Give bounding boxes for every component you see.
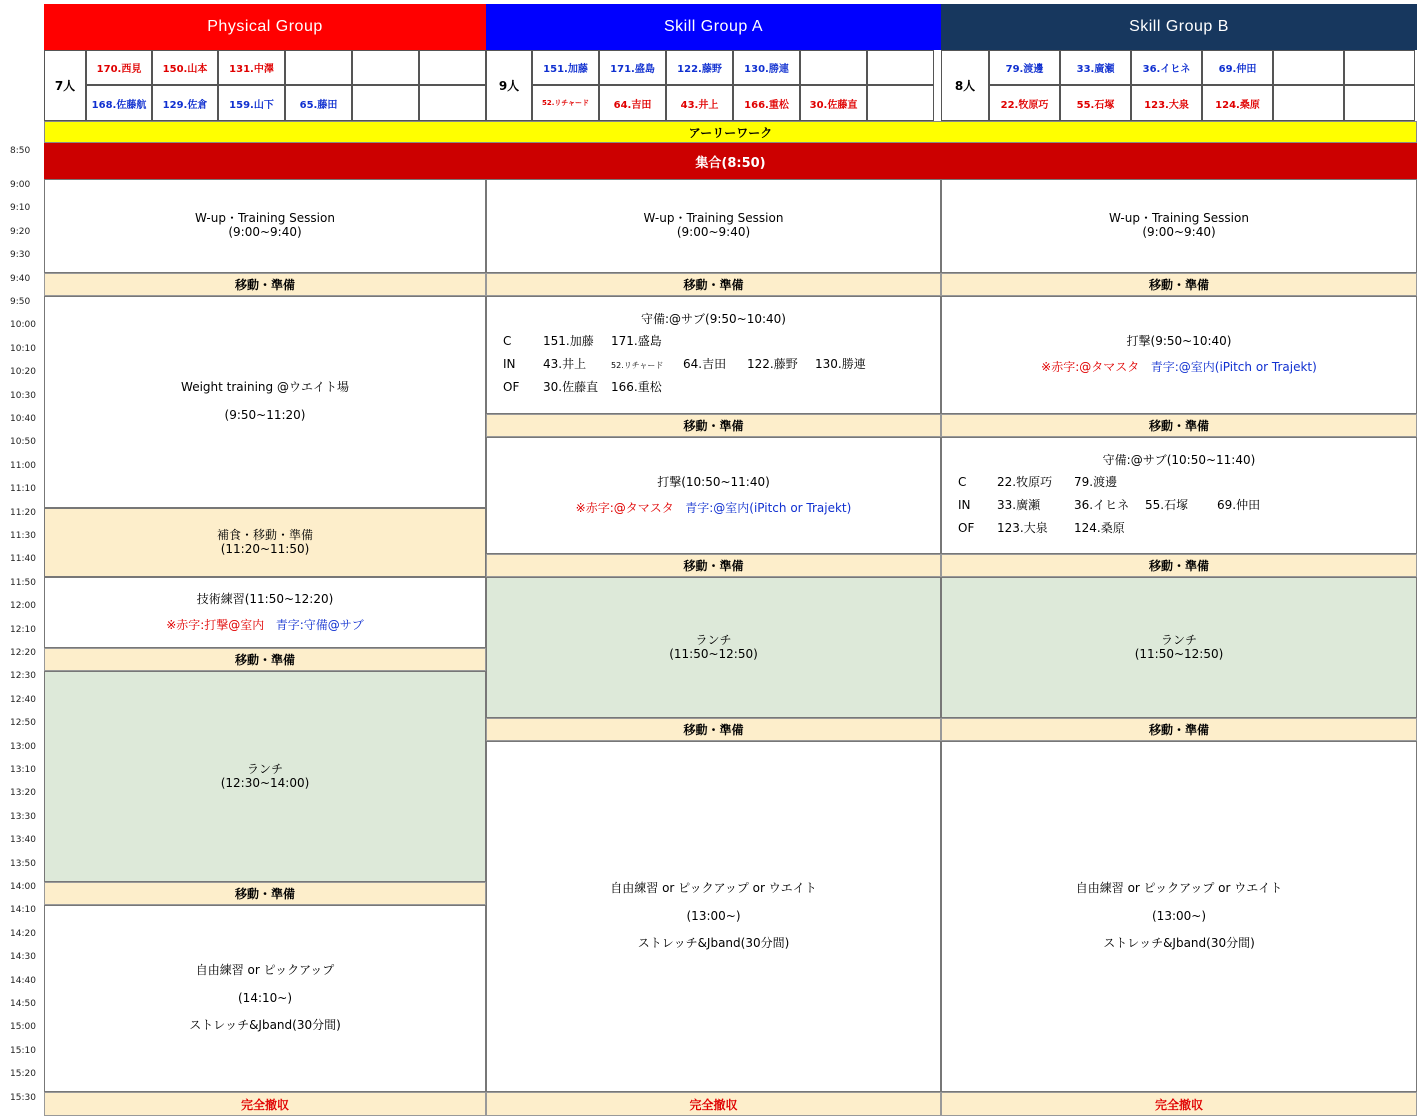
skilla-prep-1: [486, 273, 941, 296]
skilla-end: [486, 1092, 941, 1116]
skilla-warmup: [486, 179, 941, 273]
lunch-title: ランチ: [695, 632, 732, 647]
tech-note-blue: 青字:守備@サブ: [275, 617, 364, 632]
roster-player: 123.大泉: [1131, 85, 1202, 121]
defense-player: 33.廣瀬: [997, 497, 1041, 512]
roster-player: [419, 85, 486, 121]
roster-player: [1273, 85, 1344, 121]
position-label: IN: [958, 497, 971, 512]
time-label: 9:50: [10, 297, 31, 307]
time-label: 11:50: [10, 577, 36, 588]
roster-player: 64.吉田: [599, 85, 666, 121]
free-title: 自由練習 or ピックアップ: [195, 962, 335, 977]
physical-prep-3: [44, 882, 486, 905]
time-label: 12:50: [10, 718, 36, 729]
physical-prep-2: [44, 648, 486, 671]
roster-player: [867, 50, 934, 85]
roster-player: [352, 50, 419, 85]
defense-player: 122.藤野: [747, 356, 798, 371]
time-label: 11:20: [10, 507, 36, 518]
time-label: 9:20: [10, 226, 31, 237]
time-label: 13:30: [10, 811, 36, 822]
group-title: Physical Group: [207, 18, 323, 35]
skillb-prep-1: [941, 273, 1417, 296]
free-time: (13:00~): [686, 908, 741, 923]
prep-label: 移動・準備: [683, 419, 744, 433]
roster-player: 33.廣瀬: [1060, 50, 1131, 85]
time-label: 15:00: [10, 1022, 36, 1033]
skilla-free: [486, 741, 941, 1092]
defense-player: 123.大泉: [997, 520, 1048, 535]
time-label: 10:50: [10, 437, 36, 448]
roster-player: 159.山下: [218, 85, 285, 121]
header-physical: [44, 4, 486, 50]
batting-title: 打撃(9:50~10:40): [1126, 334, 1232, 349]
group-count: 7人: [44, 50, 86, 121]
warmup-title: W-up・Training Session: [1109, 211, 1249, 226]
time-label: 15:30: [10, 1092, 36, 1103]
defense-player: 55.石塚: [1145, 497, 1189, 512]
prep-label: 移動・準備: [234, 278, 295, 292]
free-stretch: ストレッチ&Jband(30分間): [637, 936, 790, 951]
time-label: 14:40: [10, 975, 36, 986]
roster-player: [800, 50, 867, 85]
group-title: Skill Group A: [664, 18, 763, 35]
early-work-bar: [44, 121, 1417, 143]
defense-player: 166.重松: [611, 379, 662, 394]
skillb-defense: [941, 437, 1417, 554]
time-label: 11:00: [10, 460, 36, 471]
weight-time: (9:50~11:20): [224, 408, 306, 422]
tech-note-prefix: ※: [166, 617, 177, 632]
time-label: 12:00: [10, 601, 36, 612]
physical-lunch: [44, 671, 486, 882]
end-label: 完全撤収: [1154, 1097, 1203, 1112]
roster-player: 170.西見: [86, 50, 152, 85]
skillb-end: [941, 1092, 1417, 1116]
roster-player: 130.勝連: [733, 50, 800, 85]
snack-title: 補食・移動・準備: [216, 527, 313, 542]
batting-note-prefix: ※: [575, 500, 586, 515]
skillb-free: [941, 741, 1417, 1092]
lunch-time: (11:50~12:50): [1134, 646, 1224, 661]
warmup-time: (9:00~9:40): [1142, 225, 1216, 239]
group-count: 8人: [941, 50, 989, 121]
prep-label: 移動・準備: [1148, 278, 1209, 292]
position-label: IN: [503, 356, 516, 371]
lunch-time: (11:50~12:50): [669, 646, 758, 661]
assembly-label: 集合(8:50): [695, 155, 766, 171]
time-label: 13:00: [10, 741, 36, 752]
physical-free: [44, 905, 486, 1092]
time-label: 14:20: [10, 928, 36, 939]
free-title: 自由練習 or ピックアップ or ウエイト: [1075, 880, 1283, 895]
tech-title: 技術練習(11:50~12:20): [196, 591, 334, 606]
position-label: C: [503, 333, 512, 348]
lunch-title: ランチ: [246, 761, 283, 776]
snack-time: (11:20~11:50): [220, 541, 310, 556]
prep-label: 移動・準備: [234, 653, 295, 667]
time-label: 13:50: [10, 858, 36, 869]
batting-note-blue: 青字:@室内(iPitch or Trajekt): [685, 500, 852, 515]
time-label: 9:40: [10, 273, 31, 284]
prep-label: 移動・準備: [1148, 723, 1209, 737]
prep-label: 移動・準備: [1148, 419, 1209, 433]
defense-player: 43.井上: [543, 356, 587, 371]
defense-title: 守備:@サブ(10:50~11:40): [1102, 453, 1256, 467]
defense-roster: [487, 335, 940, 405]
roster-player: 65.藤田: [285, 85, 352, 121]
roster-player: 166.重松: [733, 85, 800, 121]
defense-player: 124.桑原: [1074, 520, 1125, 535]
roster-player: 168.佐藤航: [86, 85, 152, 121]
time-label: 12:30: [10, 671, 36, 682]
time-label: 10:10: [10, 343, 36, 354]
time-label: 11:40: [10, 554, 36, 565]
group-count: 9人: [486, 50, 532, 121]
position-label: OF: [958, 520, 975, 535]
group-title: Skill Group B: [1129, 18, 1229, 35]
defense-player: 69.仲田: [1217, 497, 1261, 512]
roster-player: 22.牧原巧: [989, 85, 1060, 121]
warmup-time: (9:00~9:40): [676, 225, 751, 239]
roster-player: [867, 85, 934, 121]
roster-player: 122.藤野: [666, 50, 733, 85]
free-stretch: ストレッチ&Jband(30分間): [189, 1018, 341, 1033]
time-label: 9:00: [10, 180, 31, 190]
time-label: 10:00: [10, 320, 36, 331]
roster-player: [285, 50, 352, 85]
roster-player: 79.渡邊: [989, 50, 1060, 85]
roster-player: 129.佐倉: [152, 85, 218, 121]
time-label: 10:20: [10, 367, 36, 378]
roster-player: 36.イヒネ: [1131, 50, 1202, 85]
time-label: 11:10: [10, 484, 36, 495]
physical-end: [44, 1092, 486, 1116]
skilla-prep-3: [486, 554, 941, 577]
defense-roster: [942, 476, 1416, 546]
warmup-title: W-up・Training Session: [643, 211, 784, 226]
roster-player: 131.中澤: [218, 50, 285, 85]
position-label: OF: [503, 379, 520, 394]
defense-player: 30.佐藤直: [543, 379, 599, 394]
physical-weight: [44, 296, 486, 508]
physical-snack: [44, 508, 486, 577]
batting-note-red: 赤字:@タマスタ: [1051, 360, 1140, 374]
time-label: 11:30: [10, 531, 36, 541]
skillb-lunch: [941, 577, 1417, 718]
skilla-prep-2: [486, 414, 941, 437]
prep-label: 移動・準備: [234, 887, 295, 901]
time-label: 10:40: [10, 414, 36, 424]
header-skill-a: [486, 4, 941, 50]
physical-prep-1: [44, 273, 486, 296]
prep-label: 移動・準備: [683, 278, 744, 292]
roster-player: 69.仲田: [1202, 50, 1273, 85]
free-time: (13:00~): [1152, 908, 1206, 923]
free-stretch: ストレッチ&Jband(30分間): [1103, 936, 1255, 951]
defense-player: 64.吉田: [683, 356, 727, 371]
free-time: (14:10~): [238, 990, 292, 1005]
time-label: 15:20: [10, 1069, 36, 1080]
defense-player: 130.勝連: [815, 356, 866, 371]
skilla-batting: [486, 437, 941, 554]
roster-player: [1344, 85, 1415, 121]
defense-title: 守備:@サブ(9:50~10:40): [641, 312, 786, 326]
time-label: 14:50: [10, 999, 36, 1009]
batting-title: 打撃(10:50~11:40): [657, 474, 770, 489]
time-label: 15:10: [10, 1045, 36, 1056]
skillb-prep-3: [941, 554, 1417, 577]
skilla-prep-4: [486, 718, 941, 741]
defense-player: 22.牧原巧: [997, 474, 1053, 489]
roster-player: 171.盛島: [599, 50, 666, 85]
time-label: 13:20: [10, 788, 36, 799]
roster-player: 52.リチャード: [532, 85, 599, 121]
time-label: 12:10: [10, 624, 36, 635]
lunch-title: ランチ: [1160, 632, 1197, 647]
time-label: 14:10: [10, 905, 36, 916]
prep-label: 移動・準備: [683, 559, 744, 573]
defense-player: 151.加藤: [543, 333, 594, 348]
time-label: 9:10: [10, 203, 31, 214]
free-title: 自由練習 or ピックアップ or ウエイト: [610, 880, 817, 895]
weight-title: Weight training @ウエイト場: [181, 380, 349, 395]
roster-player: 151.加藤: [532, 50, 599, 85]
header-skill-b: [941, 4, 1417, 50]
prep-label: 移動・準備: [683, 723, 744, 737]
skillb-warmup: [941, 179, 1417, 273]
lunch-time: (12:30~14:00): [220, 775, 310, 790]
time-label: 14:00: [10, 882, 36, 892]
tech-note-red: 赤字:打撃@室内: [176, 617, 265, 632]
time-label: 14:30: [10, 952, 36, 963]
skilla-lunch: [486, 577, 941, 718]
prep-label: 移動・準備: [1148, 559, 1209, 573]
defense-player: 36.イヒネ: [1074, 497, 1130, 512]
time-label: 13:40: [10, 835, 36, 846]
time-label: 8:50: [10, 146, 31, 156]
skillb-batting: [941, 296, 1417, 414]
defense-player: 79.渡邊: [1074, 474, 1118, 489]
time-label: 9:30: [10, 250, 31, 261]
time-label: 12:20: [10, 648, 36, 658]
roster-player: [1273, 50, 1344, 85]
physical-tech: [44, 577, 486, 648]
position-label: C: [958, 474, 967, 489]
end-label: 完全撤収: [240, 1097, 289, 1112]
roster-player: 43.井上: [666, 85, 733, 121]
defense-player: 52.リチャード: [611, 360, 664, 370]
batting-note-red: 赤字:@タマスタ: [585, 500, 674, 515]
end-label: 完全撤収: [689, 1097, 738, 1112]
roster-player: 30.佐藤直: [800, 85, 867, 121]
physical-warmup: [44, 179, 486, 273]
assembly-bar: [44, 143, 1417, 179]
roster-player: [419, 50, 486, 85]
skilla-defense: [486, 296, 941, 414]
warmup-title: W-up・Training Session: [195, 211, 335, 226]
skillb-prep-4: [941, 718, 1417, 741]
skillb-prep-2: [941, 414, 1417, 437]
batting-note-blue: 青字:@室内(iPitch or Trajekt): [1150, 360, 1317, 374]
defense-player: 171.盛島: [611, 333, 662, 348]
time-label: 12:40: [10, 694, 36, 705]
roster-player: [352, 85, 419, 121]
warmup-time: (9:00~9:40): [228, 225, 302, 239]
early-work-label: アーリーワーク: [688, 125, 773, 140]
time-label: 13:10: [10, 765, 36, 775]
roster-player: [1344, 50, 1415, 85]
roster-player: 55.石塚: [1060, 85, 1131, 121]
batting-note-prefix: ※: [1041, 360, 1052, 374]
time-label: 10:30: [10, 390, 36, 401]
roster-player: 124.桑原: [1202, 85, 1273, 121]
roster-player: 150.山本: [152, 50, 218, 85]
